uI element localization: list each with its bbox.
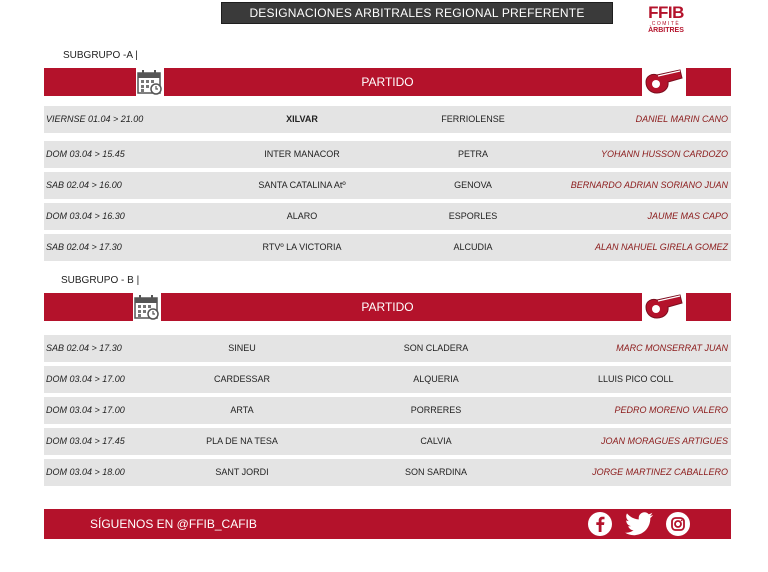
away-team: FERRIOLENSE [441, 114, 505, 124]
home-team: ARTA [230, 405, 254, 415]
table-row [44, 397, 731, 424]
table-row [44, 459, 731, 486]
home-team: ALARO [286, 211, 318, 221]
whistle-icon [642, 293, 686, 321]
calendar-icon [133, 293, 161, 321]
home-team: INTER MANACOR [264, 149, 340, 159]
logo-main-text: FFIB [648, 3, 684, 22]
referee-name: JOAN MORAGUES ARTIGUES [600, 436, 728, 446]
group-a-label: SUBGRUPO -A | [63, 50, 138, 61]
match-date: DOM 03.04 > 17.00 [46, 405, 125, 415]
calendar-icon [136, 68, 164, 96]
match-date: SAB 02.04 > 16.00 [46, 180, 122, 190]
away-team: ALCUDIA [453, 242, 493, 252]
referee-name: LLUIS PICO COLL [598, 374, 674, 384]
match-date: DOM 03.04 > 17.45 [46, 436, 125, 446]
ffib-logo [640, 4, 692, 40]
whistle-icon [642, 68, 686, 96]
home-team: SANT JORDI [215, 467, 269, 477]
footer-text: SÍGUENOS EN @FFIB_CAFIB [90, 517, 257, 531]
match-date: DOM 03.04 > 15.45 [46, 149, 125, 159]
match-date: DOM 03.04 > 17.00 [46, 374, 125, 384]
home-team: SINEU [228, 343, 256, 353]
referee-name: JAUME MAS CAPO [647, 211, 728, 221]
partido-header-label: PARTIDO [361, 300, 414, 314]
table-row [44, 428, 731, 455]
referee-name: MARC MONSERRAT JUAN [616, 343, 728, 353]
group-b-header [44, 293, 731, 321]
table-row [44, 141, 731, 168]
table-row [44, 203, 731, 230]
home-team: SANTA CATALINA Atº [258, 180, 346, 190]
page-title: DESIGNACIONES ARBITRALES REGIONAL PREFERENTE [221, 2, 613, 24]
table-row [44, 366, 731, 393]
logo-sub2-text: ÀRBITRES [648, 27, 684, 34]
group-b-label: SUBGRUPO - B | [61, 275, 140, 286]
table-row [44, 234, 731, 261]
referee-name: JORGE MARTINEZ CABALLERO [592, 467, 728, 477]
table-row [44, 172, 731, 199]
partido-header-label: PARTIDO [361, 75, 414, 89]
group-a-header [44, 68, 731, 96]
home-team: PLA DE NA TESA [206, 436, 278, 446]
away-team: SON SARDINA [404, 467, 467, 477]
match-date: SAB 02.04 > 17.30 [46, 343, 122, 353]
match-date: DOM 03.04 > 18.00 [46, 467, 125, 477]
facebook-icon[interactable] [587, 511, 613, 537]
logo-sub-text: COMITÈ [651, 21, 681, 27]
away-team: GENOVA [454, 180, 492, 190]
table-row [44, 106, 731, 133]
referee-name: BERNARDO ADRIAN SORIANO JUAN [570, 180, 728, 190]
away-team: CALVIA [420, 436, 452, 446]
referee-name: DANIEL MARIN CANO [635, 114, 728, 124]
match-date: VIERNSE 01.04 > 21.00 [46, 114, 144, 124]
footer-bar [44, 509, 731, 539]
twitter-icon[interactable] [623, 511, 655, 537]
away-team: SON CLADERA [403, 343, 469, 353]
match-date: SAB 02.04 > 17.30 [46, 242, 122, 252]
home-team: RTVº LA VICTORIA [262, 242, 342, 252]
home-team: XILVAR [286, 114, 318, 124]
table-row [44, 335, 731, 362]
instagram-icon[interactable] [665, 511, 691, 537]
away-team: PETRA [457, 149, 488, 159]
away-team: PORRERES [410, 405, 462, 415]
referee-name: PEDRO MORENO VALERO [614, 405, 728, 415]
away-team: ALQUERIA [413, 374, 459, 384]
referee-name: YOHANN HUSSON CARDOZO [600, 149, 728, 159]
home-team: CARDESSAR [213, 374, 270, 384]
match-date: DOM 03.04 > 16.30 [46, 211, 125, 221]
referee-name: ALAN NAHUEL GIRELA GOMEZ [594, 242, 728, 252]
away-team: ESPORLES [448, 211, 498, 221]
